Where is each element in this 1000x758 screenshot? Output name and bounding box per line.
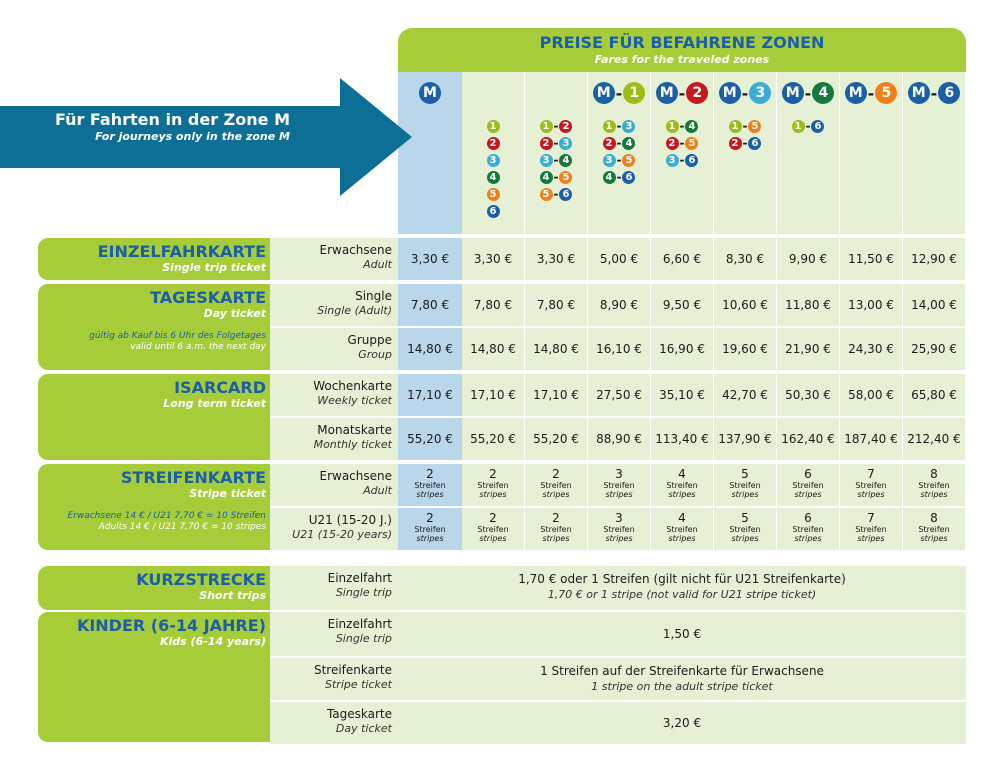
stripe-unit: Streifen (477, 481, 509, 490)
zone-dash: - (553, 119, 559, 133)
row-label-en: Group (358, 348, 392, 361)
zone-5-icon: 5 (685, 137, 698, 150)
price-cell (777, 464, 839, 506)
stripe-unit-en: stripes (668, 490, 696, 499)
stripe-unit: Streifen (729, 525, 761, 534)
zone-5-icon: 5 (540, 188, 553, 201)
zone-dash: - (867, 83, 875, 103)
price-cell (840, 508, 902, 550)
zone-list-item (462, 152, 524, 169)
price-cell (588, 464, 650, 506)
wide-cell-k_einzel (398, 612, 966, 656)
zone-1-icon: 1 (729, 120, 742, 133)
stripe-unit-en: stripes (794, 534, 822, 543)
zone-3-icon: 3 (559, 137, 572, 150)
zone-dash: - (553, 187, 559, 201)
zone-list-item (462, 135, 524, 152)
zone-list (588, 118, 650, 186)
stripe-unit: Streifen (855, 525, 887, 534)
zone-6-icon: 6 (622, 171, 635, 184)
row-label-woche (270, 374, 398, 416)
price-cell: 58,00 € (840, 374, 902, 416)
zone-column-header (840, 82, 902, 104)
price-cell: 16,10 € (588, 328, 650, 370)
zone-list-item (525, 152, 587, 169)
zone-5-icon: 5 (748, 120, 761, 133)
stripe-unit: Streifen (918, 525, 950, 534)
price-cell (903, 508, 965, 550)
zone-5-icon: 5 (622, 154, 635, 167)
zone-3-icon: 3 (666, 154, 679, 167)
price-cell: 35,10 € (651, 374, 713, 416)
zone-1-icon: 1 (666, 120, 679, 133)
zone-dash: - (741, 83, 749, 103)
section-title: STREIFENKARTE (120, 468, 266, 487)
stripe-count: 6 (804, 511, 812, 525)
price-cell: 9,50 € (651, 284, 713, 326)
price-cell: 55,20 € (525, 418, 587, 460)
wide-text-en: 1 stripe on the adult stripe ticket (591, 680, 773, 693)
section-kurzstrecke (38, 566, 270, 610)
stripe-count: 3 (615, 467, 623, 481)
zone-dash: - (742, 136, 748, 150)
price-cell (714, 508, 776, 550)
stripe-count: 2 (426, 467, 434, 481)
price-cell: 17,10 € (398, 374, 462, 416)
price-cell: 13,00 € (840, 284, 902, 326)
price-cell (462, 508, 524, 550)
row-label-de: Tageskarte (326, 707, 392, 721)
zone-3-icon: 3 (487, 154, 500, 167)
zone-6-icon: 6 (685, 154, 698, 167)
zone-2-icon: 2 (729, 137, 742, 150)
zone-dash: - (678, 83, 686, 103)
zone-column (651, 72, 713, 234)
stripe-unit-en: stripes (479, 490, 507, 499)
price-cell (777, 508, 839, 550)
price-cell (462, 464, 524, 506)
row-label-k_tages (270, 702, 398, 744)
price-cell: 7,80 € (462, 284, 524, 326)
stripe-unit: Streifen (603, 525, 635, 534)
stripe-unit-en: stripes (605, 490, 633, 499)
zone-dash: - (616, 170, 622, 184)
row-label-k_einzel (270, 612, 398, 656)
row-label-de: Einzelfahrt (327, 571, 392, 585)
zone-M-icon: M (593, 82, 615, 104)
row-label-single (270, 284, 398, 326)
price-cell: 14,80 € (462, 328, 524, 370)
zone-list-item (777, 118, 839, 135)
section-title: TAGESKARTE (150, 288, 266, 307)
section-title: KINDER (6-14 JAHRE) (76, 616, 266, 635)
price-cell: 113,40 € (651, 418, 713, 460)
row-label-de: Einzelfahrt (327, 617, 392, 631)
price-cell: 12,90 € (903, 238, 965, 280)
price-cell: 5,00 € (588, 238, 650, 280)
zone-4-icon: 4 (603, 171, 616, 184)
price-cell: 55,20 € (462, 418, 524, 460)
zone-list-item (651, 152, 713, 169)
zone-6-icon: 6 (938, 82, 960, 104)
row-label-de: Wochenkarte (313, 379, 392, 393)
row-label-en: Adult (363, 258, 392, 271)
stripe-count: 2 (489, 467, 497, 481)
stripe-unit: Streifen (477, 525, 509, 534)
price-cell (588, 508, 650, 550)
row-label-de: Erwachsene (319, 469, 392, 483)
zone-dash: - (616, 119, 622, 133)
zone-m-arrow-text (20, 110, 290, 144)
zone-M-icon: M (719, 82, 741, 104)
stripe-count: 7 (867, 511, 875, 525)
zone-list-item (462, 118, 524, 135)
row-label-de: U21 (15-20 J.) (308, 513, 392, 527)
zone-list (714, 118, 776, 152)
price-cell: 11,80 € (777, 284, 839, 326)
price-cell: 19,60 € (714, 328, 776, 370)
zone-5-icon: 5 (559, 171, 572, 184)
price-cell: 50,30 € (777, 374, 839, 416)
row-label-str_erw (270, 464, 398, 506)
zone-list (525, 118, 587, 203)
zone-column-header (651, 82, 713, 104)
price-cell: 55,20 € (398, 418, 462, 460)
zone-2-icon: 2 (559, 120, 572, 133)
stripe-count: 2 (552, 467, 560, 481)
stripe-count: 2 (552, 511, 560, 525)
stripe-unit-en: stripes (731, 534, 759, 543)
row-label-k_streif (270, 658, 398, 700)
row-label-en: Single trip (335, 586, 392, 599)
price-cell (714, 464, 776, 506)
row-label-de: Single (355, 289, 392, 303)
price-cell (525, 508, 587, 550)
section-subtitle: Day ticket (203, 307, 266, 320)
row-label-de: Monatskarte (317, 423, 392, 437)
stripe-unit-en: stripes (605, 534, 633, 543)
row-label-en: U21 (15-20 years) (292, 528, 392, 541)
section-note-en: Adults 14 € / U21 7,70 € = 10 stripes (98, 522, 266, 532)
zone-3-icon: 3 (603, 154, 616, 167)
stripe-unit: Streifen (666, 481, 698, 490)
section-note: Erwachsene 14 € / U21 7,70 € = 10 Streifen (67, 511, 266, 521)
stripe-count: 5 (741, 467, 749, 481)
wide-text-de: 1,70 € oder 1 Streifen (gilt nicht für U21 Streifenkarte) (518, 572, 846, 586)
price-cell: 212,40 € (903, 418, 965, 460)
row-label-de: Streifenkarte (313, 663, 392, 677)
price-cell: 11,50 € (840, 238, 902, 280)
stripe-count: 3 (615, 511, 623, 525)
zone-dash: - (930, 83, 938, 103)
zone-4-icon: 4 (685, 120, 698, 133)
section-einzelfahrkarte (38, 238, 270, 280)
zone-column (588, 72, 650, 234)
zone-column (903, 72, 965, 234)
wide-text-de: 3,20 € (662, 716, 702, 730)
section-tageskarte (38, 284, 270, 370)
section-title: ISARCARD (174, 378, 266, 397)
section-subtitle: Single trip ticket (162, 261, 266, 274)
section-subtitle: Kids (6-14 years) (160, 635, 266, 648)
stripe-unit: Streifen (540, 525, 572, 534)
row-label-monat (270, 418, 398, 460)
price-cell (651, 508, 713, 550)
row-label-en: Adult (363, 484, 392, 497)
zone-column (714, 72, 776, 234)
price-cell: 3,30 € (525, 238, 587, 280)
price-cell: 16,90 € (651, 328, 713, 370)
zone-2-icon: 2 (666, 137, 679, 150)
zone-M-icon: M (845, 82, 867, 104)
zone-1-icon: 1 (487, 120, 500, 133)
price-cell (398, 464, 462, 506)
zone-m-subtitle: For journeys only in the zone M (95, 130, 290, 143)
wide-cell-k_tages (398, 702, 966, 744)
stripe-unit: Streifen (792, 525, 824, 534)
price-cell (840, 464, 902, 506)
zone-list-item (588, 135, 650, 152)
price-cell: 3,30 € (462, 238, 524, 280)
price-cell: 3,30 € (398, 238, 462, 280)
stripe-unit: Streifen (792, 481, 824, 490)
zone-dash: - (679, 136, 685, 150)
zone-list-item (525, 186, 587, 203)
price-cell: 10,60 € (714, 284, 776, 326)
wide-text-en: 1,70 € or 1 stripe (not valid for U21 stripe ticket) (547, 588, 817, 601)
zone-4-icon: 4 (622, 137, 635, 150)
price-cell: 27,50 € (588, 374, 650, 416)
zone-list-item (525, 135, 587, 152)
stripe-count: 8 (930, 467, 938, 481)
stripe-unit-en: stripes (920, 490, 948, 499)
section-streifenkarte (38, 464, 270, 550)
row-label-en: Stripe ticket (325, 678, 392, 691)
zone-m-title: Für Fahrten in der Zone M (54, 110, 290, 129)
zone-4-icon: 4 (559, 154, 572, 167)
section-note: gültig ab Kauf bis 6 Uhr des Folgetages (89, 331, 266, 341)
stripe-unit-en: stripes (668, 534, 696, 543)
section-isarcard (38, 374, 270, 460)
price-cell: 8,90 € (588, 284, 650, 326)
stripe-unit-en: stripes (542, 490, 570, 499)
section-note-en: valid until 6 a.m. the next day (130, 342, 266, 352)
zone-list (777, 118, 839, 135)
price-cell: 6,60 € (651, 238, 713, 280)
stripe-unit-en: stripes (731, 490, 759, 499)
price-cell: 17,10 € (525, 374, 587, 416)
stripe-unit: Streifen (540, 481, 572, 490)
section-kinder (38, 612, 270, 742)
zone-column (525, 72, 587, 234)
zone-2-icon: 2 (603, 137, 616, 150)
row-label-gruppe (270, 328, 398, 370)
zone-list-item (651, 118, 713, 135)
price-cell: 187,40 € (840, 418, 902, 460)
section-title: EINZELFAHRKARTE (97, 242, 266, 261)
stripe-count: 7 (867, 467, 875, 481)
zone-3-icon: 3 (749, 82, 771, 104)
stripe-unit: Streifen (414, 481, 446, 490)
zone-list-item (462, 203, 524, 220)
price-cell: 7,80 € (398, 284, 462, 326)
stripe-unit-en: stripes (920, 534, 948, 543)
stripe-count: 2 (489, 511, 497, 525)
price-cell: 14,80 € (525, 328, 587, 370)
row-label-en: Monthly ticket (313, 438, 392, 451)
row-label-kurz (270, 566, 398, 610)
zone-dash: - (615, 83, 623, 103)
zone-M-icon: M (419, 82, 441, 104)
stripe-unit: Streifen (729, 481, 761, 490)
price-cell (651, 464, 713, 506)
zone-list-item (525, 169, 587, 186)
zone-list-item (714, 118, 776, 135)
stripe-unit-en: stripes (479, 534, 507, 543)
fares-header-title: PREISE FÜR BEFAHRENE ZONEN (539, 33, 825, 52)
price-cell: 88,90 € (588, 418, 650, 460)
stripe-unit: Streifen (918, 481, 950, 490)
row-label-en: Single (Adult) (317, 304, 392, 317)
row-label-de: Erwachsene (319, 243, 392, 257)
zone-4-icon: 4 (540, 171, 553, 184)
price-cell: 9,90 € (777, 238, 839, 280)
fares-header (398, 28, 966, 72)
price-cell (903, 464, 965, 506)
price-cell: 7,80 € (525, 284, 587, 326)
price-cell: 42,70 € (714, 374, 776, 416)
price-cell: 8,30 € (714, 238, 776, 280)
zone-1-icon: 1 (623, 82, 645, 104)
stripe-unit: Streifen (666, 525, 698, 534)
stripe-unit-en: stripes (794, 490, 822, 499)
zone-list-item (462, 186, 524, 203)
zone-2-icon: 2 (540, 137, 553, 150)
zone-dash: - (553, 170, 559, 184)
price-cell: 17,10 € (462, 374, 524, 416)
section-title: KURZSTRECKE (136, 570, 266, 589)
wide-cell-kurz (398, 566, 966, 610)
zone-dash: - (679, 119, 685, 133)
zone-1-icon: 1 (792, 120, 805, 133)
zone-column-header (903, 82, 965, 104)
zone-list-item (525, 118, 587, 135)
zone-list (462, 118, 524, 220)
price-cell: 65,80 € (903, 374, 965, 416)
stripe-unit-en: stripes (416, 490, 444, 499)
stripe-count: 8 (930, 511, 938, 525)
stripe-unit: Streifen (414, 525, 446, 534)
zone-column (462, 72, 524, 234)
zone-1-icon: 1 (540, 120, 553, 133)
zone-5-icon: 5 (875, 82, 897, 104)
section-subtitle: Long term ticket (163, 397, 266, 410)
price-cell: 14,00 € (903, 284, 965, 326)
zone-dash: - (805, 119, 811, 133)
wide-cell-k_streif (398, 658, 966, 700)
zone-column-header (714, 82, 776, 104)
zone-list-item (651, 135, 713, 152)
zone-column-header (588, 82, 650, 104)
price-cell: 21,90 € (777, 328, 839, 370)
price-cell (525, 464, 587, 506)
fares-header-subtitle: Fares for the traveled zones (594, 53, 770, 66)
row-label-en: Weekly ticket (317, 394, 392, 407)
stripe-unit-en: stripes (416, 534, 444, 543)
zone-M-icon: M (656, 82, 678, 104)
stripe-count: 4 (678, 467, 686, 481)
row-label-en: Single trip (335, 632, 392, 645)
zone-2-icon: 2 (487, 137, 500, 150)
stripe-count: 2 (426, 511, 434, 525)
stripe-count: 6 (804, 467, 812, 481)
zone-M-icon: M (908, 82, 930, 104)
zone-list-item (588, 169, 650, 186)
zone-3-icon: 3 (540, 154, 553, 167)
zone-5-icon: 5 (487, 188, 500, 201)
zone-dash: - (616, 153, 622, 167)
stripe-count: 4 (678, 511, 686, 525)
price-cell (398, 508, 462, 550)
price-cell: 162,40 € (777, 418, 839, 460)
zone-M-icon: M (782, 82, 804, 104)
zone-6-icon: 6 (748, 137, 761, 150)
section-subtitle: Short trips (199, 589, 266, 602)
stripe-unit-en: stripes (857, 490, 885, 499)
zone-list (651, 118, 713, 169)
stripe-unit: Streifen (603, 481, 635, 490)
zone-dash: - (553, 136, 559, 150)
zone-dash: - (804, 83, 812, 103)
zone-list-item (714, 135, 776, 152)
zone-6-icon: 6 (487, 205, 500, 218)
zone-column (777, 72, 839, 234)
zone-6-icon: 6 (811, 120, 824, 133)
zone-4-icon: 4 (812, 82, 834, 104)
zone-list-item (588, 152, 650, 169)
stripe-count: 5 (741, 511, 749, 525)
zone-dash: - (553, 153, 559, 167)
price-cell: 14,80 € (398, 328, 462, 370)
zone-list-item (588, 118, 650, 135)
stripe-unit-en: stripes (542, 534, 570, 543)
row-label-str_u21 (270, 508, 398, 550)
zone-6-icon: 6 (559, 188, 572, 201)
zone-column (840, 72, 902, 234)
zone-dash: - (742, 119, 748, 133)
zone-4-icon: 4 (487, 171, 500, 184)
zone-dash: - (679, 153, 685, 167)
stripe-unit: Streifen (855, 481, 887, 490)
wide-text-de: 1 Streifen auf der Streifenkarte für Erwachsene (540, 664, 824, 678)
row-label-erw (270, 238, 398, 280)
zone-2-icon: 2 (686, 82, 708, 104)
zone-column-header (777, 82, 839, 104)
zone-list-item (462, 169, 524, 186)
price-cell: 25,90 € (903, 328, 965, 370)
price-cell: 24,30 € (840, 328, 902, 370)
wide-text-de: 1,50 € (662, 627, 702, 641)
section-subtitle: Stripe ticket (189, 487, 266, 500)
row-label-en: Day ticket (335, 722, 392, 735)
price-cell: 137,90 € (714, 418, 776, 460)
zone-dash: - (616, 136, 622, 150)
zone-3-icon: 3 (622, 120, 635, 133)
zone-1-icon: 1 (603, 120, 616, 133)
row-label-de: Gruppe (347, 333, 392, 347)
stripe-unit-en: stripes (857, 534, 885, 543)
